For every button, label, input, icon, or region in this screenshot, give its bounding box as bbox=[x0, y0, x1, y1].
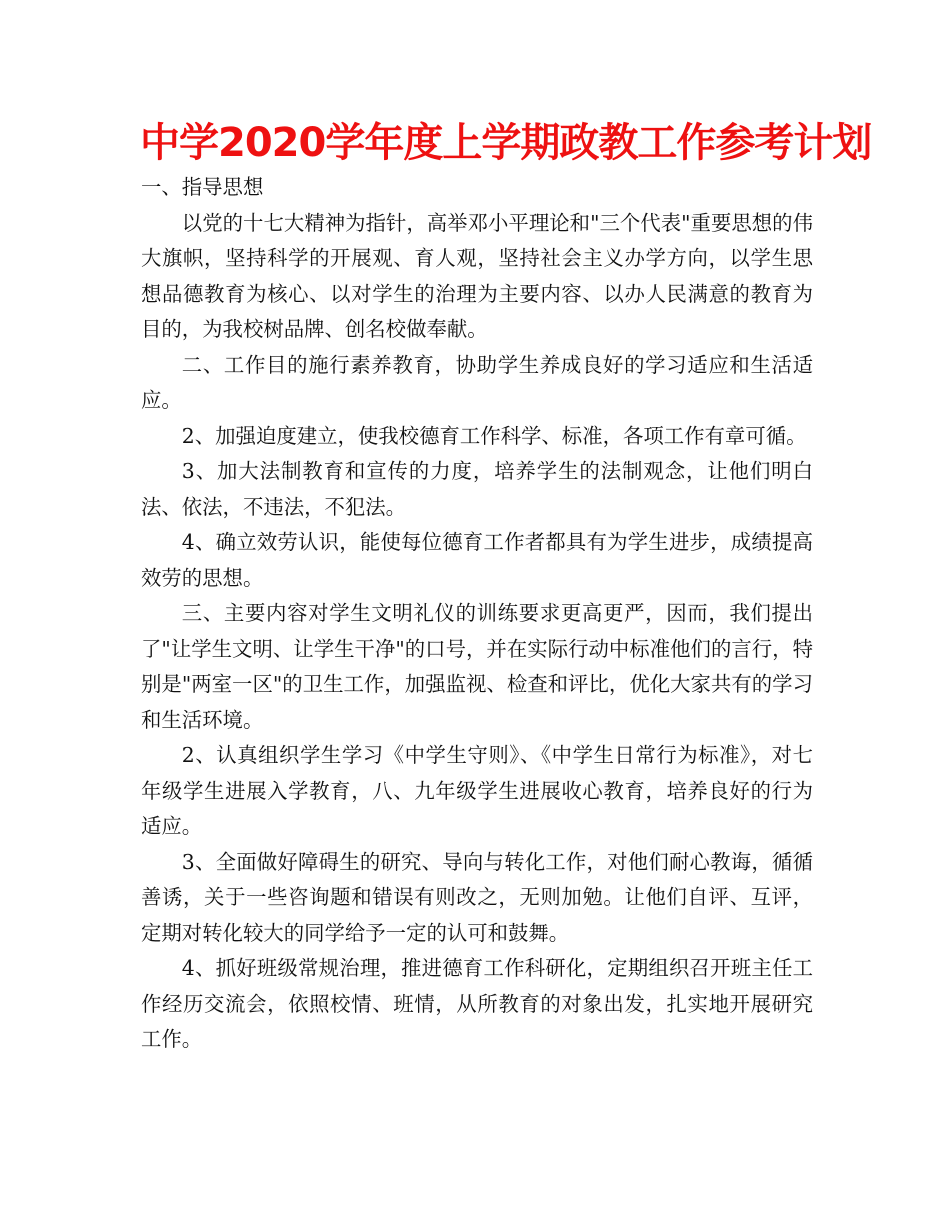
paragraph-work-goal: 二、工作目的施行素养教育，协助学生养成良好的学习适应和生活适应。 bbox=[141, 352, 813, 412]
document-title: 中学2020学年度上学期政教工作参考计划 bbox=[140, 120, 872, 166]
paragraph-main-content: 三、主要内容对学生文明礼仪的训练要求更高更严，因而，我们提出了"让学生文明、让学生干净"的口号，并在实际行动中标准他们的言行，特别是"两室一区"的卫生工作，加强监视、检查和评比，优化大家共有的学习和生活环境。 bbox=[141, 601, 813, 732]
paragraph-content-3: 3、全面做好障碍生的研究、导向与转化工作，对他们耐心教诲，循循善诱，关于一些咨询题和错误有则改之，无则加勉。让他们自评、互评，定期对转化较大的同学给予一定的认可和鼓舞。 bbox=[141, 849, 813, 945]
paragraph-goal-4: 4、确立效劳认识，能使每位德育工作者都具有为学生进步，成绩提高效劳的思想。 bbox=[141, 530, 813, 590]
paragraph-content-4: 4、抓好班级常规治理，推进德育工作科研化，定期组织召开班主任工作经历交流会，依照校情、班情，从所教育的对象出发，扎实地开展研究工作。 bbox=[141, 956, 813, 1051]
paragraph-guiding-thought: 以党的十七大精神为指针，高举邓小平理论和"三个代表"重要思想的伟大旗帜，坚持科学的开展观、育人观，坚持社会主义办学方向，以学生思想品德教育为核心、以对学生的治理为主要内容、以办人民满意的教育为目的，为我校树品牌、创名校做奉献。 bbox=[141, 210, 813, 341]
document-body bbox=[141, 170, 813, 1058]
paragraph-goal-3: 3、加大法制教育和宣传的力度，培养学生的法制观念，让他们明白法、依法，不违法，不犯法。 bbox=[141, 459, 813, 519]
section-heading: 一、指导思想 bbox=[141, 175, 264, 199]
paragraph-goal-2: 2、加强迫度建立，使我校德育工作科学、标准，各项工作有章可循。 bbox=[181, 423, 807, 448]
paragraph-content-2: 2、认真组织学生学习《中学生守则》、《中学生日常行为标准》，对七年级学生进展入学教育，八、九年级学生进展收心教育，培养良好的行为适应。 bbox=[141, 743, 813, 838]
